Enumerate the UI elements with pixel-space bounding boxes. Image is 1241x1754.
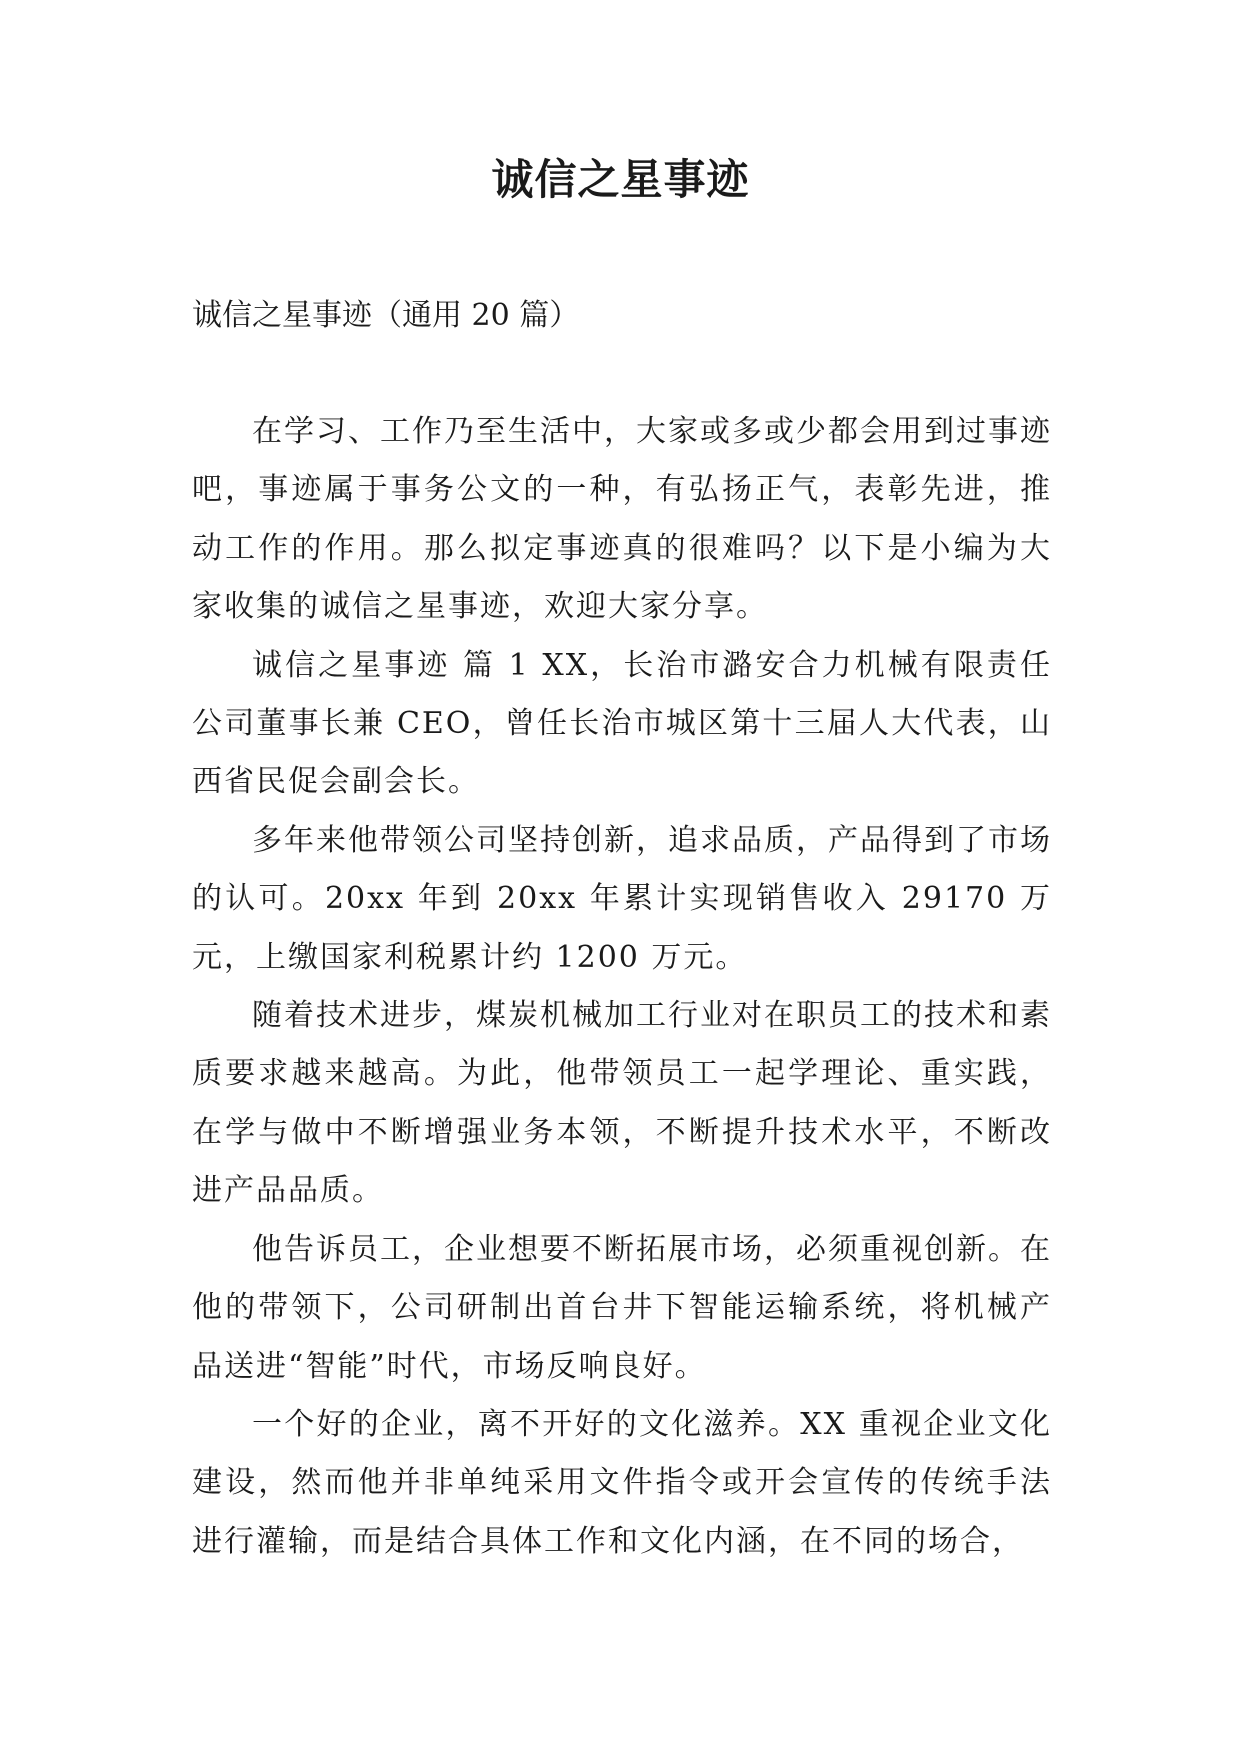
body-paragraph: 一个好的企业，离不开好的文化滋养。XX 重视企业文化建设，然而他并非单纯采用文件指令或开会宣传的传统手法进行灌输，而是结合具体工作和文化内涵，在不同的场合， xyxy=(192,1406,1052,1559)
document-subtitle: 诚信之星事迹（通用 20 篇） xyxy=(192,298,580,333)
document-title: 诚信之星事迹 xyxy=(491,155,750,204)
body-paragraph: 诚信之星事迹 篇 1 XX，长治市潞安合力机械有限责任公司董事长兼 CEO，曾任长治市城区第十三届人大代表，山西省民促会副会长。 xyxy=(192,647,1052,800)
body-paragraph: 在学习、工作乃至生活中，大家或多或少都会用到过事迹吧，事迹属于事务公文的一种，有弘扬正气，表彰先进，推动工作的作用。那么拟定事迹真的很难吗？以下是小编为大家收集的诚信之星事迹，欢迎大家分享。 xyxy=(192,414,1052,625)
document-body xyxy=(192,403,1052,1571)
body-paragraph: 他告诉员工，企业想要不断拓展市场，必须重视创新。在他的带领下，公司研制出首台井下智能运输系统，将机械产品送进“智能”时代，市场反响良好。 xyxy=(192,1231,1052,1384)
body-paragraph: 随着技术进步，煤炭机械加工行业对在职员工的技术和素质要求越来越高。为此，他带领员工一起学理论、重实践，在学与做中不断增强业务本领，不断提升技术水平，不断改进产品品质。 xyxy=(192,998,1052,1209)
body-paragraph: 多年来他带领公司坚持创新，追求品质，产品得到了市场的认可。20xx 年到 20xx 年累计实现销售收入 29170 万元，上缴国家利税累计约 1200 万元。 xyxy=(192,822,1052,975)
